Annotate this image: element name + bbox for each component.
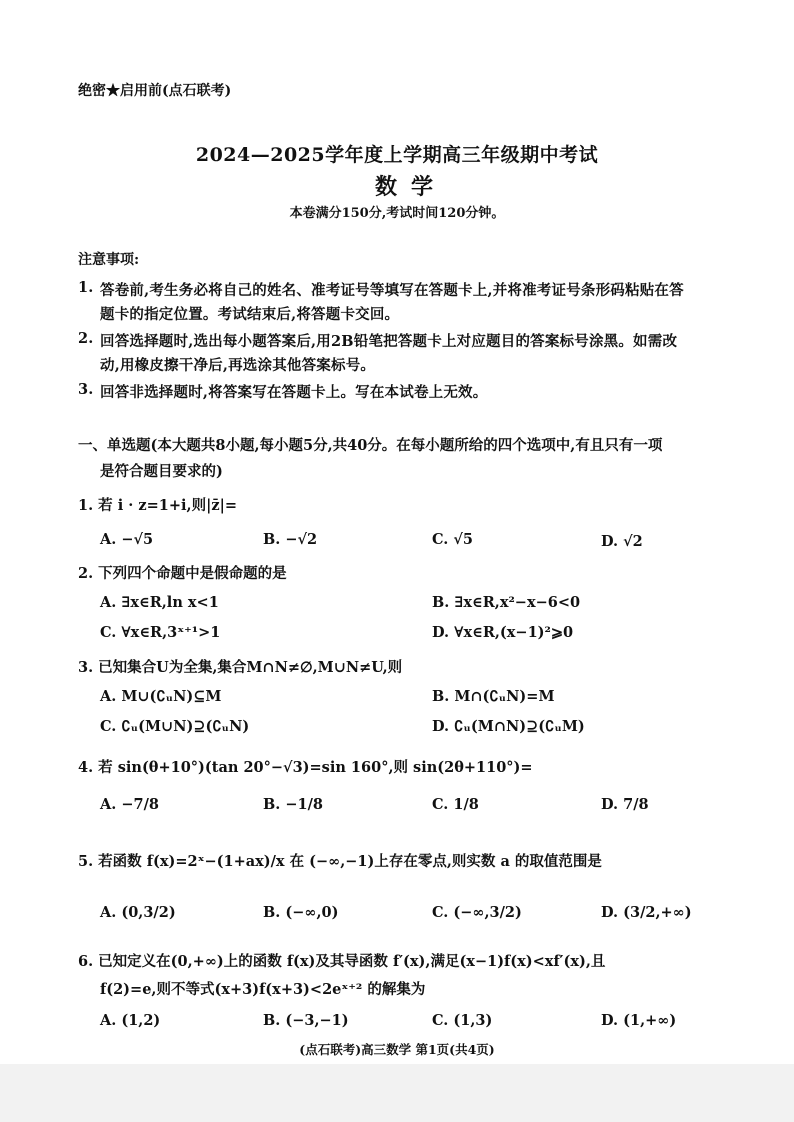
option-d: D. √2: [601, 533, 643, 550]
option-b: B. (−∞,0): [263, 904, 339, 921]
question-stem: 6. 已知定义在(0,+∞)上的函数 f(x)及其导函数 f′(x),满足(x−1)f(x)<xf′(x),且: [78, 953, 606, 970]
option-b: B. −√2: [263, 531, 318, 548]
option-b: B. M∩(∁ᵤN)=M: [432, 688, 555, 705]
option-a: A. M∪(∁ᵤN)⊆M: [100, 688, 222, 705]
question-stem-cont: f(2)=e,则不等式(x+3)f(x+3)<2eˣ⁺² 的解集为: [100, 981, 426, 998]
option-a: A. −7/8: [100, 796, 159, 813]
question-stem: 2. 下列四个命题中是假命题的是: [78, 565, 287, 582]
option-b: B. ∃x∈R,x²−x−6<0: [432, 594, 581, 611]
section-heading: 一、单选题(本大题共8小题,每小题5分,共40分。在每小题所给的四个选项中,有且只有一项: [78, 437, 663, 454]
section-heading-cont: 是符合题目要求的): [100, 463, 223, 480]
option-c: C. 1/8: [432, 796, 479, 813]
notice-item-number: 3.: [78, 381, 94, 398]
option-d: D. ∁ᵤ(M∩N)⊇(∁ᵤM): [432, 718, 585, 735]
option-a: A. ∃x∈R,ln x<1: [100, 594, 219, 611]
option-d: D. 7/8: [601, 796, 649, 813]
option-c: C. (1,3): [432, 1012, 493, 1029]
option-b: B. (−3,−1): [263, 1012, 349, 1029]
confidential-label: 绝密★启用前(点石联考): [78, 83, 232, 99]
option-a: A. (1,2): [100, 1012, 161, 1029]
notice-item-text: 答卷前,考生务必将自己的姓名、准考证号等填写在答题卡上,并将准考证号条形码粘贴在答: [100, 282, 684, 299]
notice-item-text: 回答选择题时,选出每小题答案后,用2B铅笔把答题卡上对应题目的答案标号涂黑。如需改: [100, 333, 678, 350]
notice-item-text: 回答非选择题时,将答案写在答题卡上。写在本试卷上无效。: [100, 384, 488, 401]
option-d: D. ∀x∈R,(x−1)²⩾0: [432, 624, 574, 641]
notice-item-number: 2.: [78, 330, 94, 347]
notice-item-number: 1.: [78, 279, 94, 296]
score-time-note: 本卷满分150分,考试时间120分钟。: [289, 206, 505, 221]
option-a: A. (0,3/2): [100, 904, 176, 921]
option-c: C. ∀x∈R,3ˣ⁺¹>1: [100, 624, 221, 641]
option-d: D. (3/2,+∞): [601, 904, 692, 921]
exam-title: 2024—2025学年度上学期高三年级期中考试: [195, 144, 599, 166]
question-stem: 4. 若 sin(θ+10°)(tan 20°−√3)=sin 160°,则 sin(2θ+110°)=: [78, 759, 533, 776]
question-stem: 3. 已知集合U为全集,集合M∩N≠∅,M∪N≠U,则: [78, 659, 403, 676]
option-d: D. (1,+∞): [601, 1012, 677, 1029]
question-stem: 1. 若 i · z=1+i,则|z̄|=: [78, 497, 237, 514]
page-footer: (点石联考)高三数学 第1页(共4页): [299, 1042, 495, 1057]
option-c: C. ∁ᵤ(M∪N)⊇(∁ᵤN): [100, 718, 250, 735]
notice-item-text: 题卡的指定位置。考试结束后,将答题卡交回。: [100, 306, 400, 323]
notice-item-text: 动,用橡皮擦干净后,再选涂其他答案标号。: [100, 357, 376, 374]
question-stem: 5. 若函数 f(x)=2ˣ−(1+ax)/x 在 (−∞,−1)上存在零点,则实数 a 的取值范围是: [78, 853, 602, 870]
option-c: C. √5: [432, 531, 474, 548]
notice-heading: 注意事项:: [78, 252, 140, 268]
subject-title: 数学: [374, 174, 447, 200]
option-c: C. (−∞,3/2): [432, 904, 522, 921]
option-b: B. −1/8: [263, 796, 323, 813]
option-a: A. −√5: [100, 531, 154, 548]
